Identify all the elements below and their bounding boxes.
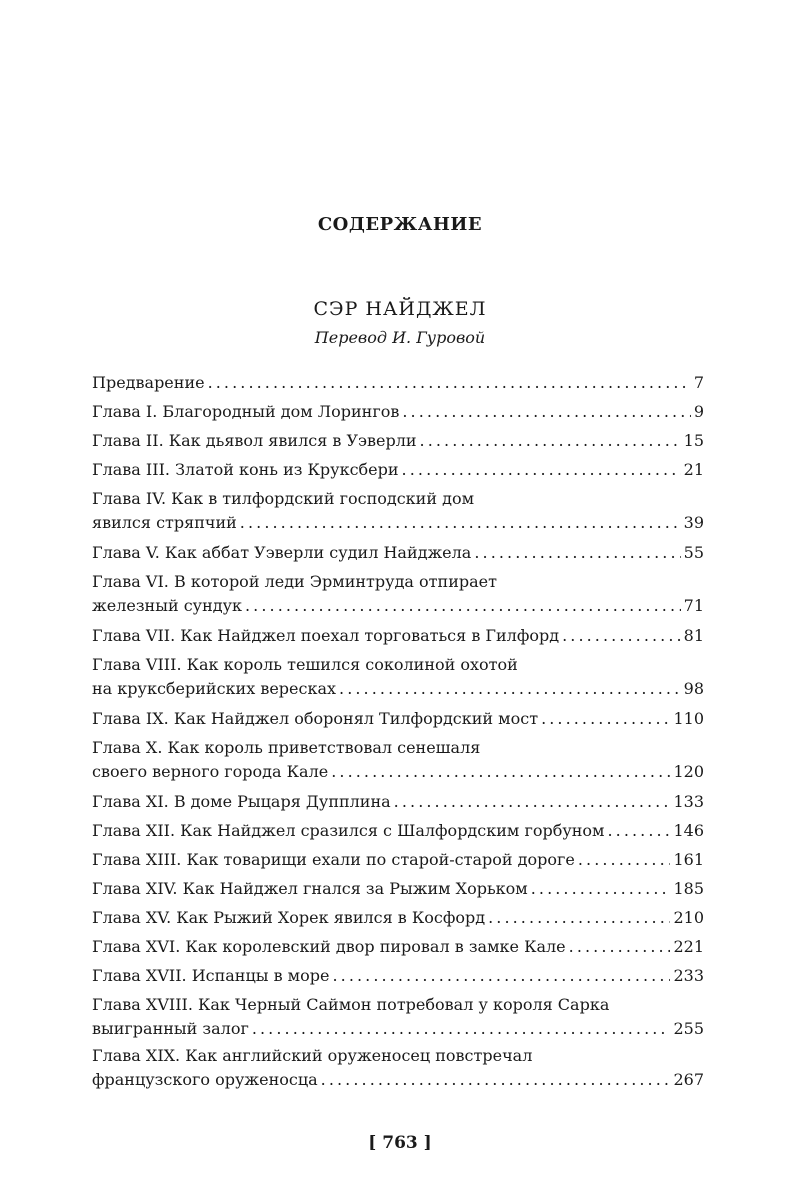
dot-leader: [531, 874, 671, 903]
toc-entry-title: Предварение: [92, 373, 205, 392]
toc-entry: [92, 621, 704, 650]
dot-leader: [339, 677, 681, 701]
toc-entry-page: 21: [683, 460, 704, 479]
toc-entry-title: Глава XIV. Как Найджел гнался за Рыжим Хорьком: [92, 879, 528, 898]
dot-leader: [402, 397, 690, 426]
toc-entry-title: Глава XI. В доме Рыцаря Дупплина: [92, 792, 391, 811]
dot-leader: [208, 368, 691, 397]
toc-entry-page: 255: [673, 1019, 704, 1038]
toc-entry-page: 98: [683, 679, 704, 698]
toc-entry-title: Глава III. Златой конь из Круксбери: [92, 460, 399, 479]
toc-entry-title-line: Глава X. Как король приветствовал сенешаля: [92, 738, 481, 757]
toc-entry-title: Глава V. Как аббат Уэверли судил Найджела: [92, 543, 472, 562]
table-of-contents: [92, 368, 704, 1095]
toc-entry-page: 39: [683, 513, 704, 532]
toc-entry-title-line: Глава XVIII. Как Черный Саймон потребовал у короля Сарка: [92, 995, 610, 1014]
toc-entry-title: Глава VII. Как Найджел поехал торговаться в Гилфорд: [92, 626, 560, 645]
toc-entry: [92, 704, 704, 733]
translator-credit: Перевод И. Гуровой: [314, 328, 486, 347]
work-title: СЭР НАЙДЖЕЛ: [313, 298, 487, 320]
contents-heading: СОДЕРЖАНИЕ: [317, 214, 483, 235]
toc-entry: [92, 570, 704, 618]
toc-entry-title: выигранный залог: [92, 1019, 249, 1038]
toc-entry-title: Глава II. Как дьявол явился в Уэверли: [92, 431, 417, 450]
toc-entry-title: французского оруженосца: [92, 1070, 318, 1089]
toc-entry: [92, 1044, 704, 1092]
dot-leader: [332, 961, 670, 990]
toc-entry-title: Глава XV. Как Рыжий Хорек явился в Косфорд: [92, 908, 486, 927]
toc-entry-title: своего верного города Кале: [92, 762, 329, 781]
toc-entry-title-line: Глава VIII. Как король тешился соколиной охотой: [92, 655, 518, 674]
toc-entry-title: железный сундук: [92, 596, 242, 615]
toc-entry-title: Глава XVI. Как королевский двор пировал в замке Кале: [92, 937, 566, 956]
toc-entry-page: 120: [673, 762, 704, 781]
toc-entry: [92, 961, 704, 990]
toc-entry-page: 110: [673, 709, 704, 728]
toc-entry-page: 267: [673, 1070, 704, 1089]
toc-entry-title: Глава XII. Как Найджел сразился с Шалфордским горбуном: [92, 821, 605, 840]
toc-entry-title-line: Глава VI. В которой леди Эрминтруда отпирает: [92, 572, 497, 591]
toc-entry: [92, 368, 704, 397]
toc-entry-title: на круксберийских вересках: [92, 679, 337, 698]
toc-entry-title-line: Глава XIX. Как английский оруженосец повстречал: [92, 1046, 533, 1065]
toc-entry: [92, 397, 704, 426]
dot-leader: [420, 426, 681, 455]
dot-leader: [562, 621, 681, 650]
toc-entry-title-line: Глава IV. Как в тилфордский господский дом: [92, 489, 475, 508]
toc-entry-page: 210: [673, 908, 704, 927]
page-number: [ 763 ]: [368, 1133, 432, 1153]
toc-entry-page: 15: [683, 431, 704, 450]
dot-leader: [578, 845, 671, 874]
toc-entry-page: 233: [673, 966, 704, 985]
toc-entry-page: 7: [693, 373, 704, 392]
toc-entry-page: 81: [683, 626, 704, 645]
toc-entry-page: 146: [673, 821, 704, 840]
toc-entry: [92, 845, 704, 874]
toc-entry-page: 161: [673, 850, 704, 869]
toc-entry: [92, 787, 704, 816]
toc-entry-page: 55: [683, 543, 704, 562]
toc-entry-page: 221: [673, 937, 704, 956]
toc-entry: [92, 816, 704, 845]
dot-leader: [569, 932, 671, 961]
dot-leader: [541, 704, 670, 733]
dot-leader: [321, 1068, 671, 1092]
toc-entry-page: 185: [673, 879, 704, 898]
toc-entry: [92, 653, 704, 701]
toc-entry-title: Глава IX. Как Найджел оборонял Тилфордский мост: [92, 709, 539, 728]
toc-entry: [92, 874, 704, 903]
dot-leader: [394, 787, 671, 816]
toc-entry: [92, 487, 704, 535]
toc-entry: [92, 455, 704, 484]
toc-entry: [92, 736, 704, 784]
toc-entry-title: Глава XIII. Как товарищи ехали по старой-старой дороге: [92, 850, 575, 869]
toc-entry: [92, 993, 704, 1041]
dot-leader: [331, 760, 670, 784]
toc-entry: [92, 903, 704, 932]
dot-leader: [474, 538, 680, 567]
dot-leader: [488, 903, 670, 932]
dot-leader: [252, 1017, 671, 1041]
toc-entry-page: 133: [673, 792, 704, 811]
toc-entry-title: Глава XVII. Испанцы в море: [92, 966, 330, 985]
toc-entry-title: явился стряпчий: [92, 513, 237, 532]
toc-entry: [92, 538, 704, 567]
toc-entry-page: 71: [683, 596, 704, 615]
toc-entry-title: Глава I. Благородный дом Лорингов: [92, 402, 400, 421]
toc-entry-page: 9: [693, 402, 704, 421]
dot-leader: [607, 816, 670, 845]
dot-leader: [245, 594, 681, 618]
toc-entry: [92, 426, 704, 455]
dot-leader: [240, 511, 681, 535]
dot-leader: [402, 455, 681, 484]
toc-entry: [92, 932, 704, 961]
